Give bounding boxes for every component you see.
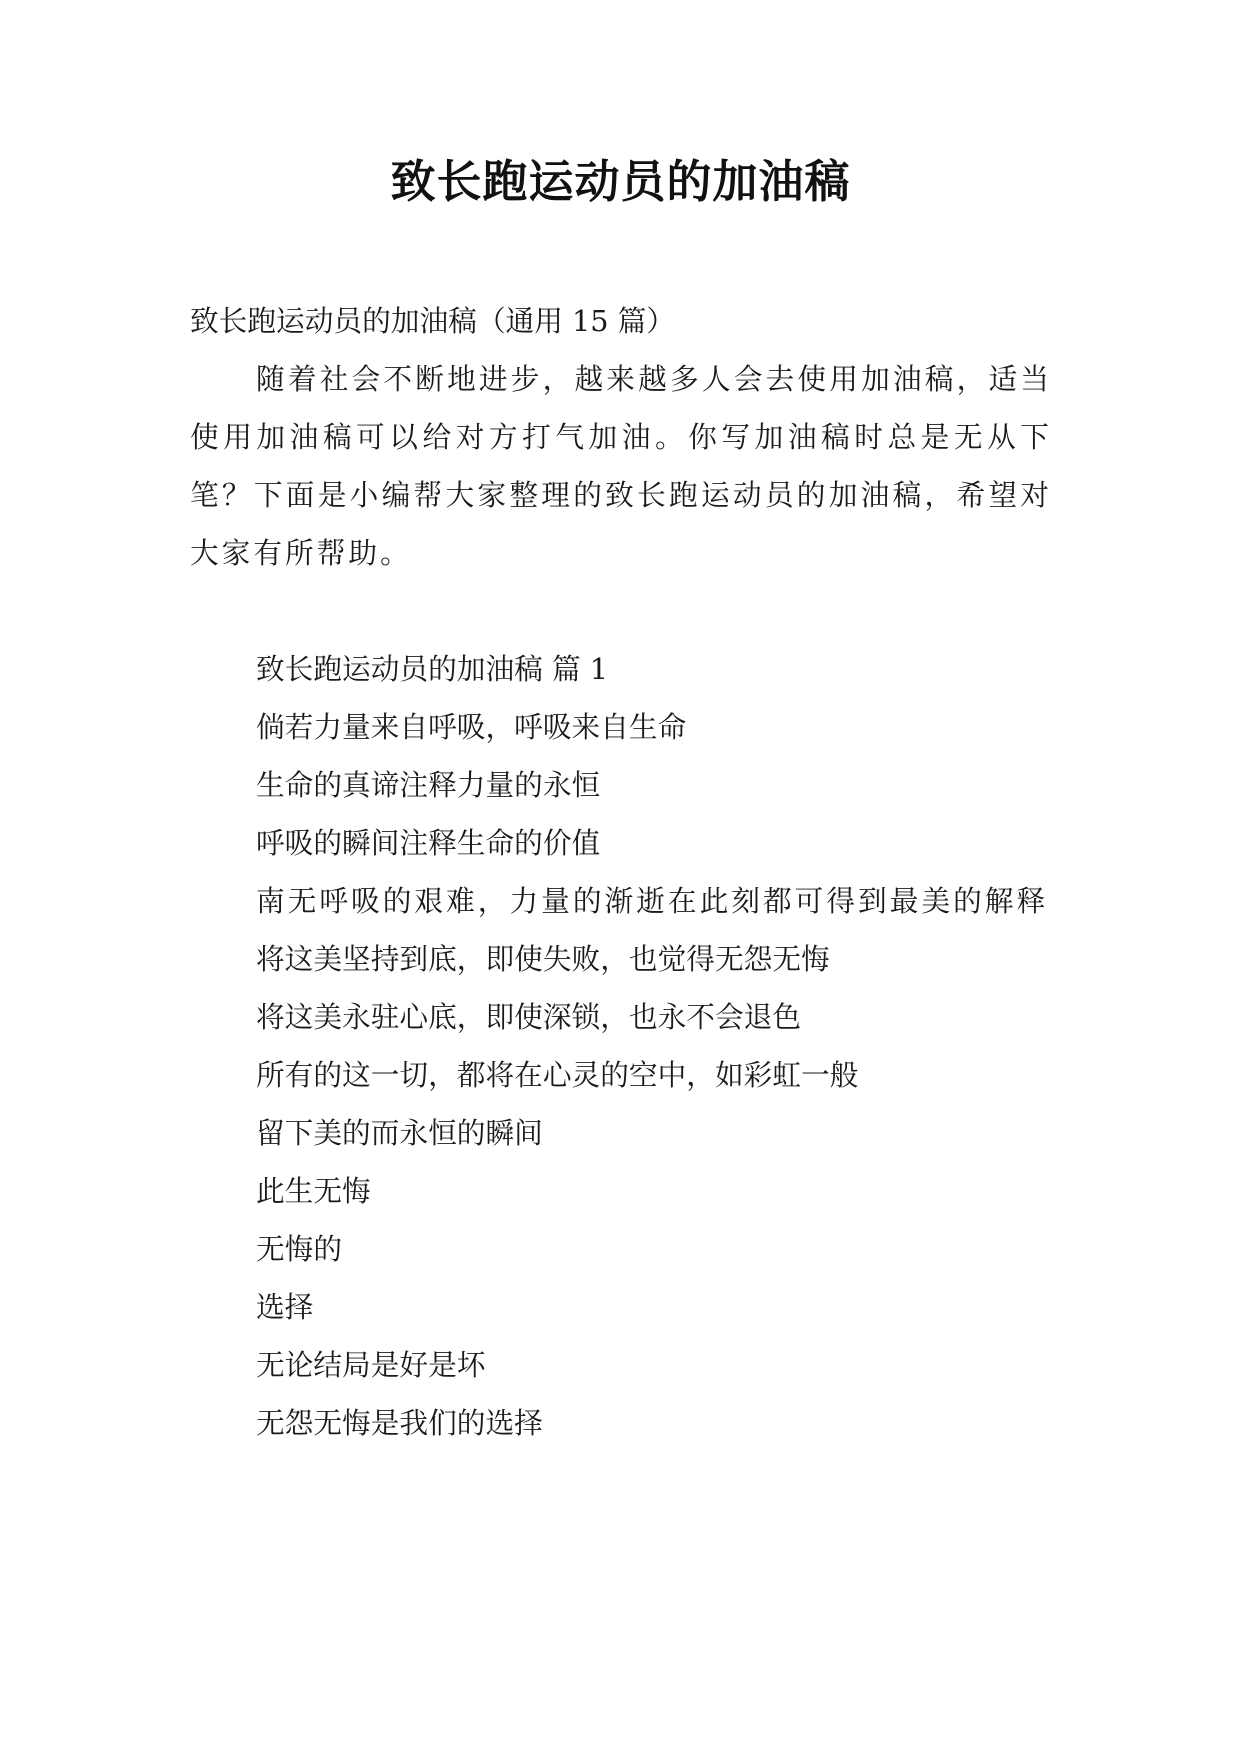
document-body: [190, 292, 1052, 1452]
poem-line: 南无呼吸的艰难，力量的渐逝在此刻都可得到最美的解释: [256, 884, 1049, 918]
poem-line: 呼吸的瞬间注释生命的价值: [256, 826, 601, 860]
poem-line: 所有的这一切，都将在心灵的空中，如彩虹一般: [256, 1058, 859, 1092]
poem-line: 无悔的: [256, 1232, 343, 1266]
poem-line: 无怨无悔是我们的选择: [256, 1406, 543, 1440]
poem-line: 生命的真谛注释力量的永恒: [256, 768, 601, 802]
poem-line: 留下美的而永恒的瞬间: [256, 1116, 543, 1150]
document-subtitle: 致长跑运动员的加油稿（通用 15 篇）: [190, 304, 676, 338]
poem-line: 将这美永驻心底，即使深锁，也永不会退色: [256, 1000, 802, 1034]
spacer: [190, 582, 1052, 640]
intro-paragraph: 随着社会不断地进步，越来越多人会去使用加油稿，适当使用加油稿可以给对方打气加油。你写加油稿时总是无从下笔？下面是小编帮大家整理的致长跑运动员的加油稿，希望对大家有所帮助。: [190, 362, 1052, 570]
poem-line: 无论结局是好是坏: [256, 1348, 486, 1382]
poem-line: 选择: [256, 1290, 314, 1324]
section-heading: 致长跑运动员的加油稿 篇 1: [256, 652, 609, 686]
poem-line: 将这美坚持到底，即使失败，也觉得无怨无悔: [256, 942, 830, 976]
poem-line: 倘若力量来自呼吸，呼吸来自生命: [256, 710, 687, 744]
document-title: 致长跑运动员的加油稿: [390, 155, 851, 208]
poem-line: 此生无悔: [256, 1174, 371, 1208]
